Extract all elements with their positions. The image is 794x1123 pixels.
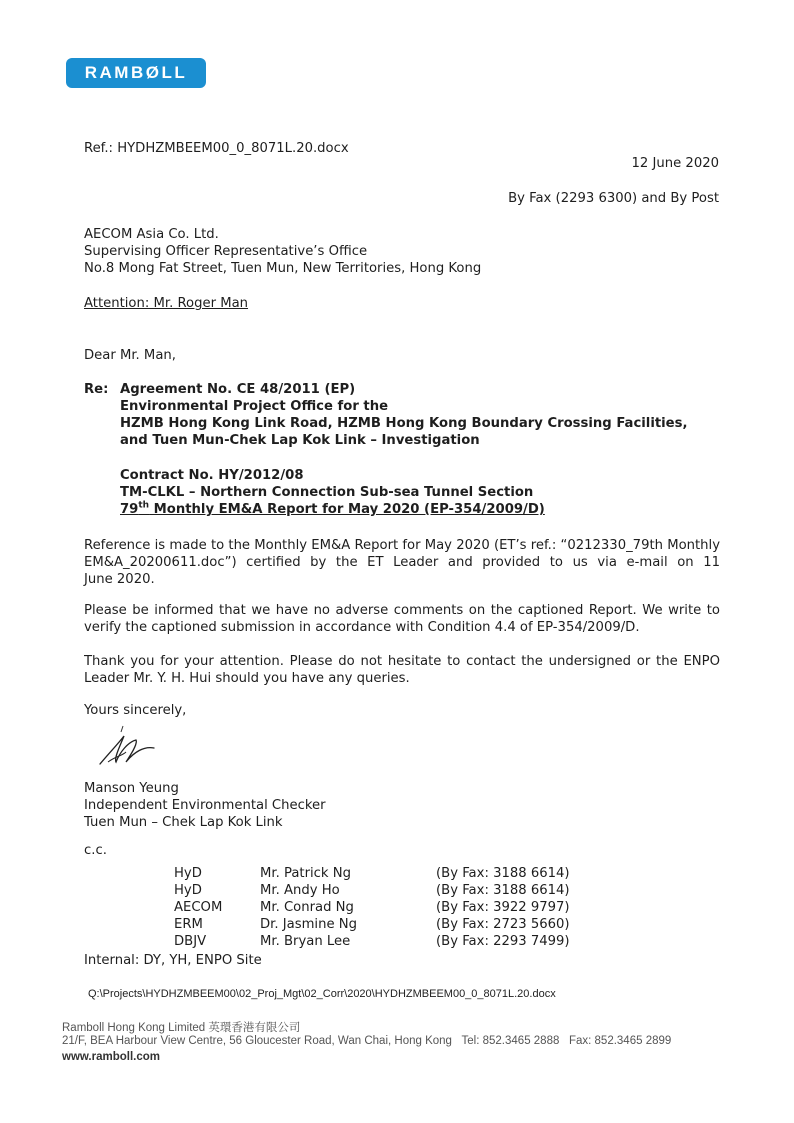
cc-person: Mr. Andy Ho bbox=[260, 883, 340, 898]
cc-row bbox=[0, 916, 794, 933]
re-label: Re: bbox=[84, 382, 109, 397]
cc-fax: (By Fax: 2293 7499) bbox=[436, 934, 570, 949]
cc-row bbox=[0, 865, 794, 882]
cc-person: Mr. Conrad Ng bbox=[260, 900, 354, 915]
footer-company: Ramboll Hong Kong Limited 英環香港有限公司 bbox=[62, 1022, 301, 1034]
footer-tel: Tel: 852.3465 2888 bbox=[461, 1035, 560, 1047]
footer-website[interactable]: www.ramboll.com bbox=[62, 1051, 160, 1063]
letter-date: 12 June 2020 bbox=[631, 156, 719, 171]
report-number-suffix: th bbox=[138, 500, 150, 511]
cc-org: DBJV bbox=[174, 934, 207, 949]
footer-address: 21/F, BEA Harbour View Centre, 56 Gloucester Road, Wan Chai, Hong Kong Tel: 852.3465 2888 Fax: 852.3465 2899 bbox=[62, 1035, 672, 1047]
cc-fax: (By Fax: 3188 6614) bbox=[436, 883, 570, 898]
file-path: Q:\Projects\HYDHZMBEEM00\02_Proj_Mgt\02_Corr\2020\HYDHZMBEEM00_0_8071L.20.docx bbox=[88, 988, 556, 1000]
cc-org: HyD bbox=[174, 883, 202, 898]
subject-line-1: Agreement No. CE 48/2011 (EP) bbox=[120, 382, 356, 397]
internal-distribution: Internal: DY, YH, ENPO Site bbox=[84, 953, 262, 968]
address-line-1: AECOM Asia Co. Ltd. bbox=[84, 227, 219, 242]
subject-line-3: HZMB Hong Kong Link Road, HZMB Hong Kong Boundary Crossing Facilities, bbox=[120, 416, 688, 431]
reference-number: Ref.: HYDHZMBEEM00_0_8071L.20.docx bbox=[84, 141, 349, 156]
report-title-rest: Monthly EM&A Report for May 2020 (EP-354/2009/D) bbox=[149, 502, 545, 517]
cc-row bbox=[0, 933, 794, 950]
cc-fax: (By Fax: 3922 9797) bbox=[436, 900, 570, 915]
paragraph-1-last-line: June 2020. bbox=[84, 572, 155, 587]
signer-title: Independent Environmental Checker bbox=[84, 798, 326, 813]
cc-row bbox=[0, 882, 794, 899]
cc-person: Dr. Jasmine Ng bbox=[260, 917, 357, 932]
cc-person: Mr. Bryan Lee bbox=[260, 934, 351, 949]
report-number: 79 bbox=[120, 502, 139, 517]
subject-line-2: Environmental Project Office for the bbox=[120, 399, 389, 414]
report-title bbox=[120, 501, 545, 518]
delivery-method: By Fax (2293 6300) and By Post bbox=[508, 191, 719, 206]
contract-line-2: TM-CLKL – Northern Connection Sub-sea Tunnel Section bbox=[120, 485, 534, 500]
cc-fax: (By Fax: 2723 5660) bbox=[436, 917, 570, 932]
subject-line-4: and Tuen Mun-Chek Lap Kok Link – Investigation bbox=[120, 433, 480, 448]
signer-project: Tuen Mun – Chek Lap Kok Link bbox=[84, 815, 283, 830]
footer-fax: Fax: 852.3465 2899 bbox=[568, 1035, 672, 1047]
paragraph-2: Please be informed that we have no adverse comments on the captioned Report. We write to bbox=[84, 603, 720, 618]
address-line-2: Supervising Officer Representative’s Office bbox=[84, 244, 368, 259]
cc-org: HyD bbox=[174, 866, 202, 881]
cc-fax: (By Fax: 3188 6614) bbox=[436, 866, 570, 881]
paragraph-1: Reference is made to the Monthly EM&A Report for May 2020 (ET’s ref.: “0212330_79th Monthly EM&A_20200611.doc”) certified by the ET Leader and provided to us via e-mail on 11 bbox=[84, 538, 720, 570]
attention-line: Attention: Mr. Roger Man bbox=[84, 296, 249, 311]
cc-person: Mr. Patrick Ng bbox=[260, 866, 351, 881]
salutation: Dear Mr. Man, bbox=[84, 348, 176, 363]
signature-image bbox=[96, 722, 166, 772]
contract-line-1: Contract No. HY/2012/08 bbox=[120, 468, 304, 483]
cc-org: ERM bbox=[174, 917, 203, 932]
paragraph-3-last-line: Leader Mr. Y. H. Hui should you have any queries. bbox=[84, 671, 410, 686]
cc-label: c.c. bbox=[84, 843, 107, 858]
ramboll-logo: RAMBØLL bbox=[66, 58, 206, 88]
cc-org: AECOM bbox=[174, 900, 223, 915]
paragraph-2-last-line: verify the captioned submission in accordance with Condition 4.4 of EP-354/2009/D. bbox=[84, 620, 640, 635]
address-line-3: No.8 Mong Fat Street, Tuen Mun, New Territories, Hong Kong bbox=[84, 261, 482, 276]
signer-name: Manson Yeung bbox=[84, 781, 179, 796]
paragraph-3: Thank you for your attention. Please do not hesitate to contact the undersigned or the ENPO bbox=[84, 654, 720, 669]
closing: Yours sincerely, bbox=[84, 703, 187, 718]
cc-row bbox=[0, 899, 794, 916]
